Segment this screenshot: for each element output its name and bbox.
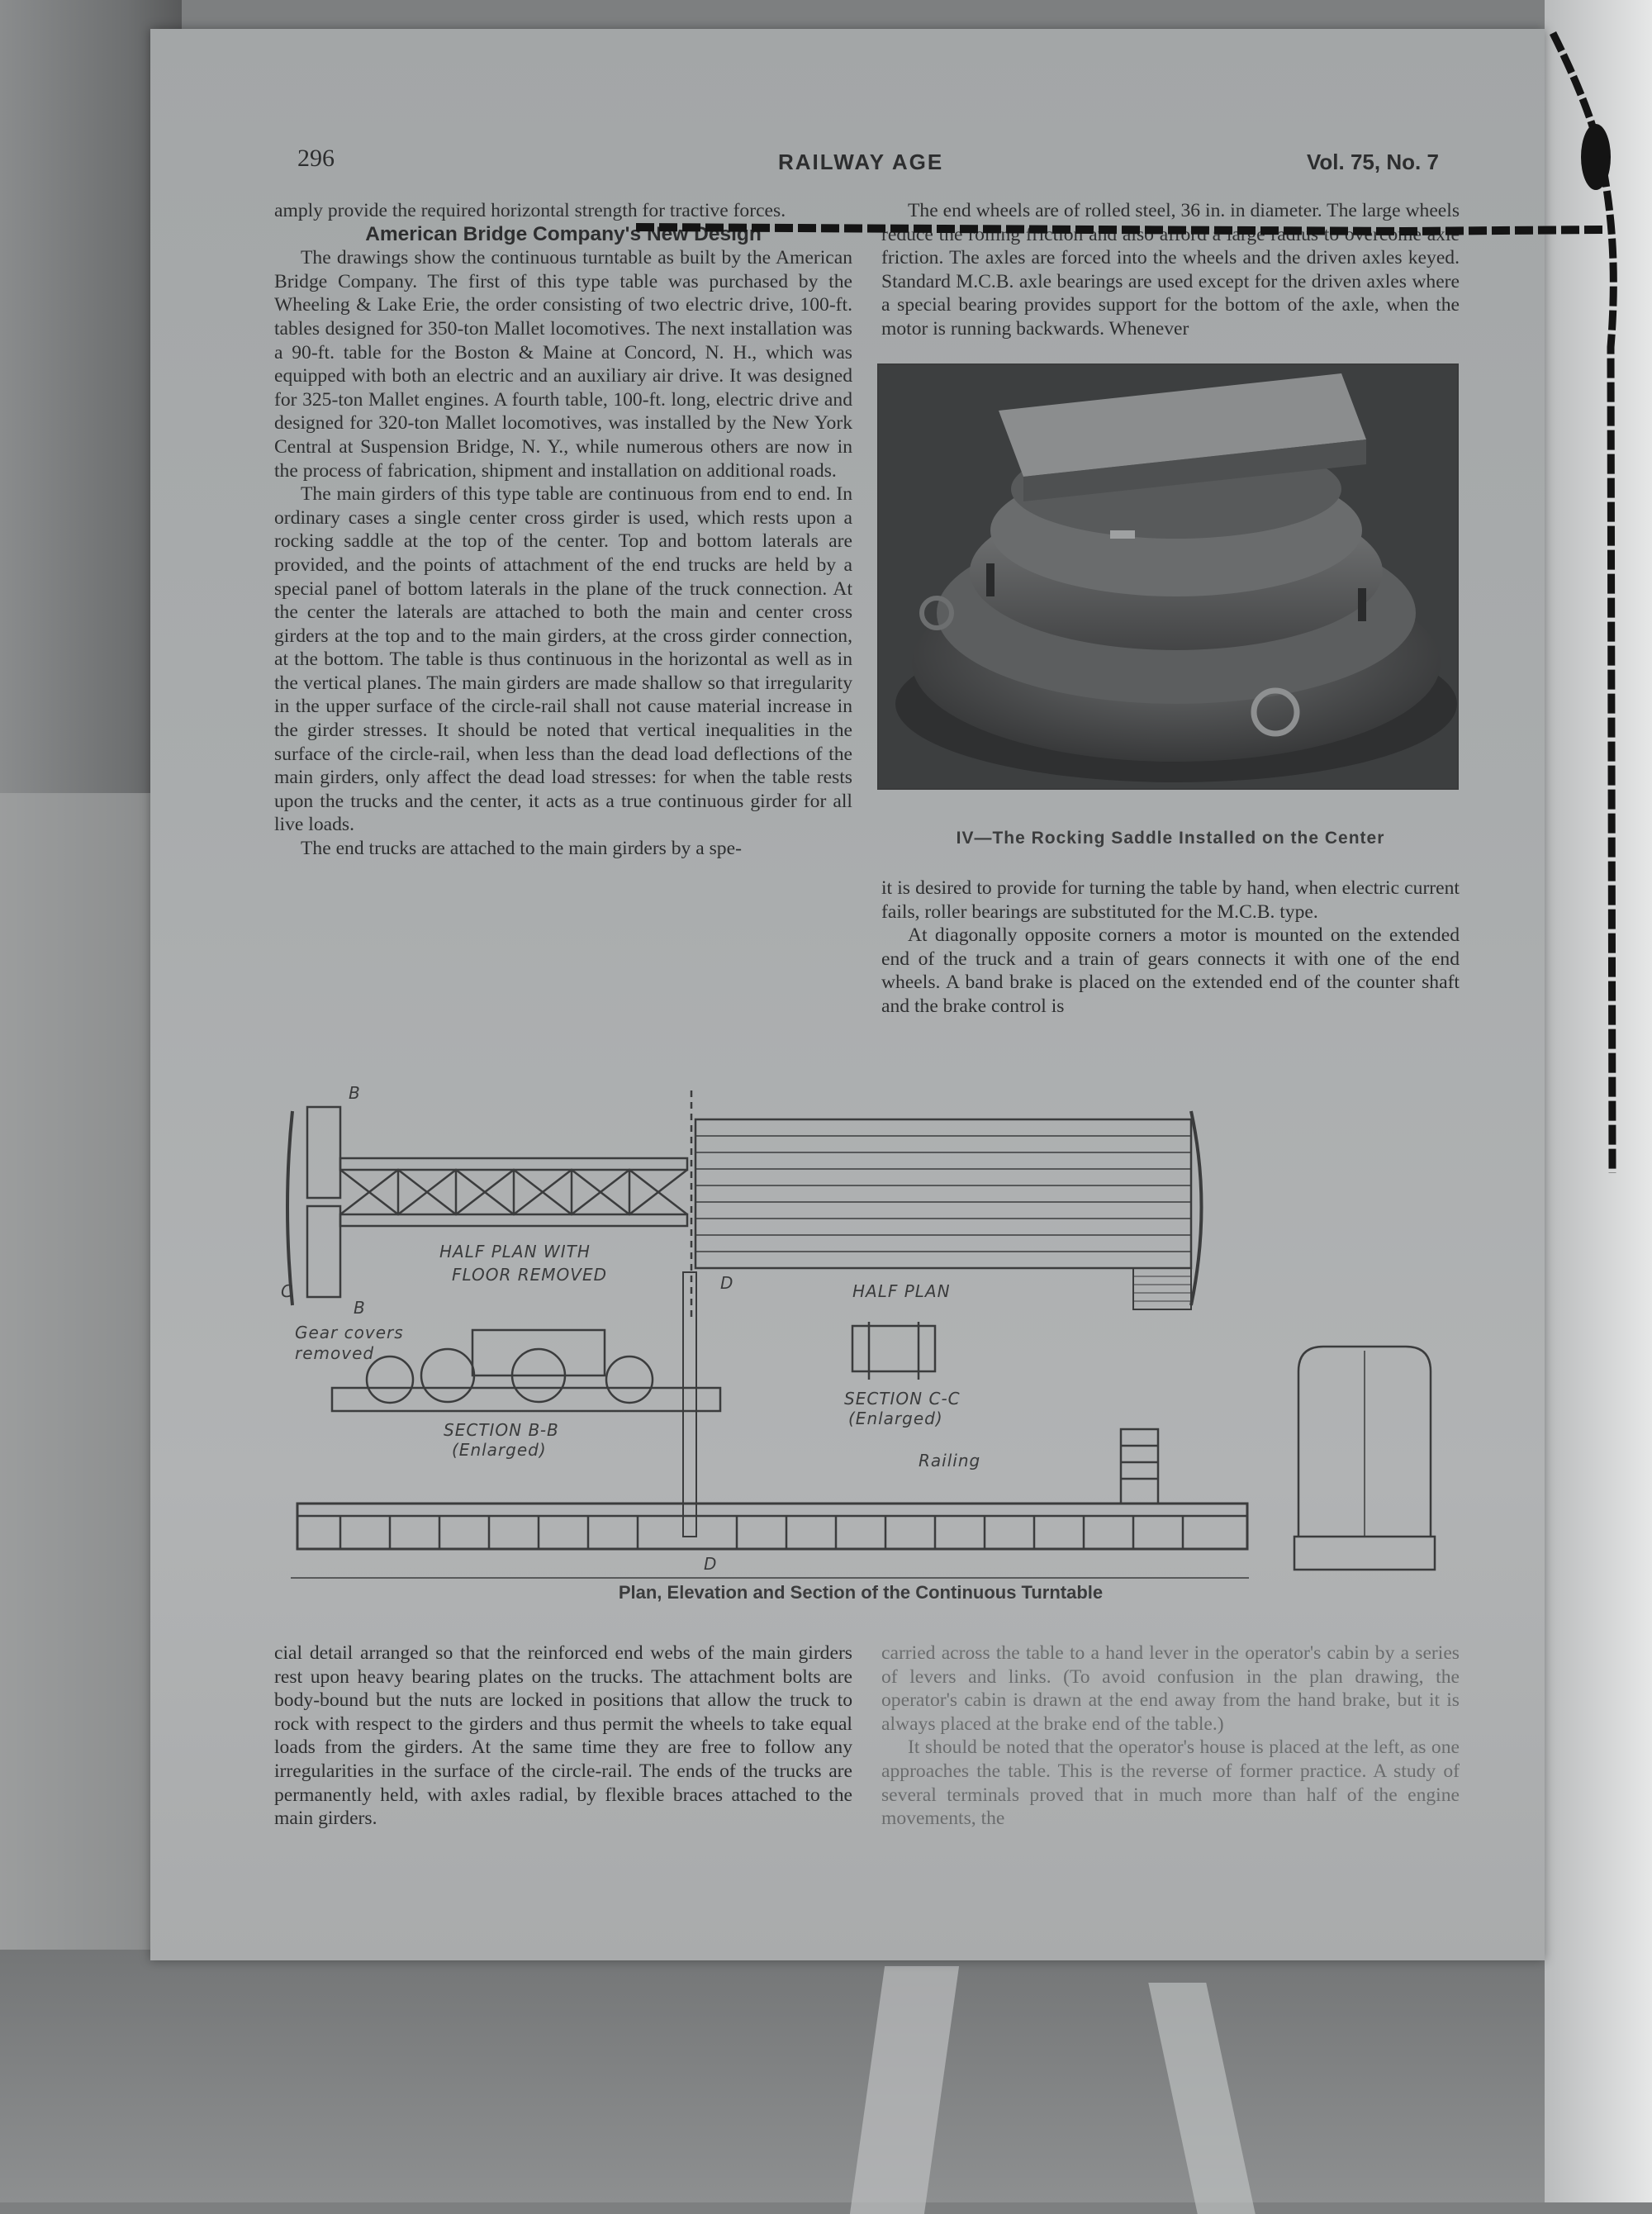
paragraph: carried across the table to a hand lever in the operator's cabin by a series of levers and links. (To avoid confusion in the plan drawing, the operator's cabin is drawn at the end away from the hand brake, but it is always placed at the brake end of the table.) bbox=[881, 1642, 1460, 1735]
paragraph: At diagonally opposite corners a motor is mounted on the extended end of the truck and a train of gears connects it with one of the end wheels. A band brake is placed on the extended end of the counter shaft and the brake control is bbox=[881, 924, 1460, 1017]
turntable-drawing bbox=[274, 1041, 1447, 1619]
label-half-plan-floor-removed: HALF PLAN WITH bbox=[439, 1242, 591, 1261]
mark-b: B bbox=[354, 1298, 366, 1318]
paragraph: It should be noted that the operator's house is placed at the left, as one approaches the table. This is the reverse of former practice. A study of several terminals proved that in much more than half of the engine movements, the bbox=[881, 1737, 1460, 1830]
photo-caption: IV—The Rocking Saddle Installed on the Center bbox=[956, 829, 1385, 848]
journal-title: RAILWAY AGE bbox=[778, 150, 944, 174]
label-half-plan-floor-removed: FLOOR REMOVED bbox=[452, 1265, 608, 1285]
paragraph: The main girders of this type table are continuous from end to end. In ordinary cases a single center cross girder is used, which rests upon a rocking saddle at the top of the center. Top and bottom laterals are provided, and the points of attachment of the end trucks are held by a special panel of bottom laterals in the plane of the truck connection. At the center the laterals are attached to both the main and center cross girders at the top and to the main girders, at the cross girder connection, at the bottom. The table is thus continuous in the horizontal as well as in the vertical planes. The main girders are made shallow so that irregularity in the upper surface of the circle-rail shall not cause material increase in the girder stresses. It should be noted that vertical inequalities in the surface of the circle-rail, when less than the dead load deflections of the main girders, only affect the dead load stresses: for when the table rests upon the trucks and the center, it acts as a true continuous girder for all live loads. bbox=[274, 483, 852, 836]
photo-image bbox=[879, 365, 1457, 788]
paragraph: The end trucks are attached to the main girders by a spe- bbox=[301, 838, 742, 860]
background-board bbox=[0, 793, 165, 1950]
paragraph: cial detail arranged so that the reinforced end webs of the main girders rest upon heavy bearing plates on the trucks. The attachment bolts are body-bound but the nuts are locked in positions that allow the truck to rock with respect to the girders and thus permit the wheels to take equal loads from the girders. At the same time they are free to follow any irregularities in the surface of the circle-rail. The ends of the trucks are permanently held, with axles radial, by flexible braces attached to the main girders. bbox=[274, 1642, 852, 1830]
label-railing: Railing bbox=[919, 1451, 981, 1470]
paragraph: The end wheels are of rolled steel, 36 in. in diameter. The large wheels reduce the rolling friction and also afford a large radius to overcome axle friction. The axles are forced into the wheels and the driven axles keyed. Standard M.C.B. axle bearings are used except for the driven axles where a special bearing provides support for the bottom of the axle, when the motor is running backwards. Whenever bbox=[881, 200, 1460, 340]
right-column-bottom bbox=[881, 1641, 1460, 1831]
left-column-bottom bbox=[274, 1641, 852, 1831]
paragraph: The drawings show the continuous turntable as built by the American Bridge Company. The first of this type table was purchased by the Wheeling & Lake Erie, the order consisting of two electric drive, 100-ft. tables designed for 350-ton Mallet locomotives. The next installation was a 90-ft. table for the Boston & Maine at Concord, N. H., which was equipped with both an electric and an auxiliary air drive. It was designed for 325-ton Mallet engines. A fourth table, 100-ft. long, electric drive and designed for 320-ton Mallet locomotives, was installed by the New York Central at Suspension Bridge, N. Y., while numerous others are now in the process of fabrication, shipment and installation on additional roads. bbox=[274, 247, 852, 482]
label-section-bb-enlarged: (Enlarged) bbox=[452, 1440, 547, 1460]
label-section-bb: SECTION B-B bbox=[444, 1420, 559, 1440]
rocking-saddle-photo bbox=[877, 363, 1459, 790]
label-gear-covers: removed bbox=[295, 1343, 375, 1363]
turntable-drawing-svg bbox=[274, 1041, 1447, 1586]
paragraph: amply provide the required horizontal strength for tractive forces. bbox=[274, 200, 786, 221]
right-column-top bbox=[881, 199, 1460, 341]
paragraph: it is desired to provide for turning the table by hand, when electric current fails, roller bearings are substituted for the M.C.B. type. bbox=[881, 877, 1460, 923]
page-number: 296 bbox=[297, 145, 335, 172]
document-page bbox=[150, 29, 1545, 1960]
volume-number: Vol. 75, No. 7 bbox=[1307, 150, 1439, 174]
label-section-cc-enlarged: (Enlarged) bbox=[848, 1409, 943, 1428]
right-column-middle bbox=[881, 877, 1460, 1019]
section-heading: American Bridge Company's New Design bbox=[365, 222, 762, 245]
left-column-top bbox=[274, 199, 852, 861]
mark-d: D bbox=[704, 1554, 718, 1574]
background-right bbox=[1545, 0, 1652, 2202]
label-half-plan: HALF PLAN bbox=[852, 1281, 951, 1301]
label-gear-covers: Gear covers bbox=[295, 1323, 404, 1342]
label-section-cc: SECTION C-C bbox=[844, 1389, 961, 1409]
background-bottom bbox=[0, 1950, 1652, 2202]
mark-b: B bbox=[349, 1083, 361, 1103]
mark-d: D bbox=[720, 1273, 734, 1293]
drawing-caption: Plan, Elevation and Section of the Continuous Turntable bbox=[618, 1582, 1104, 1603]
mark-c: C bbox=[281, 1281, 293, 1301]
